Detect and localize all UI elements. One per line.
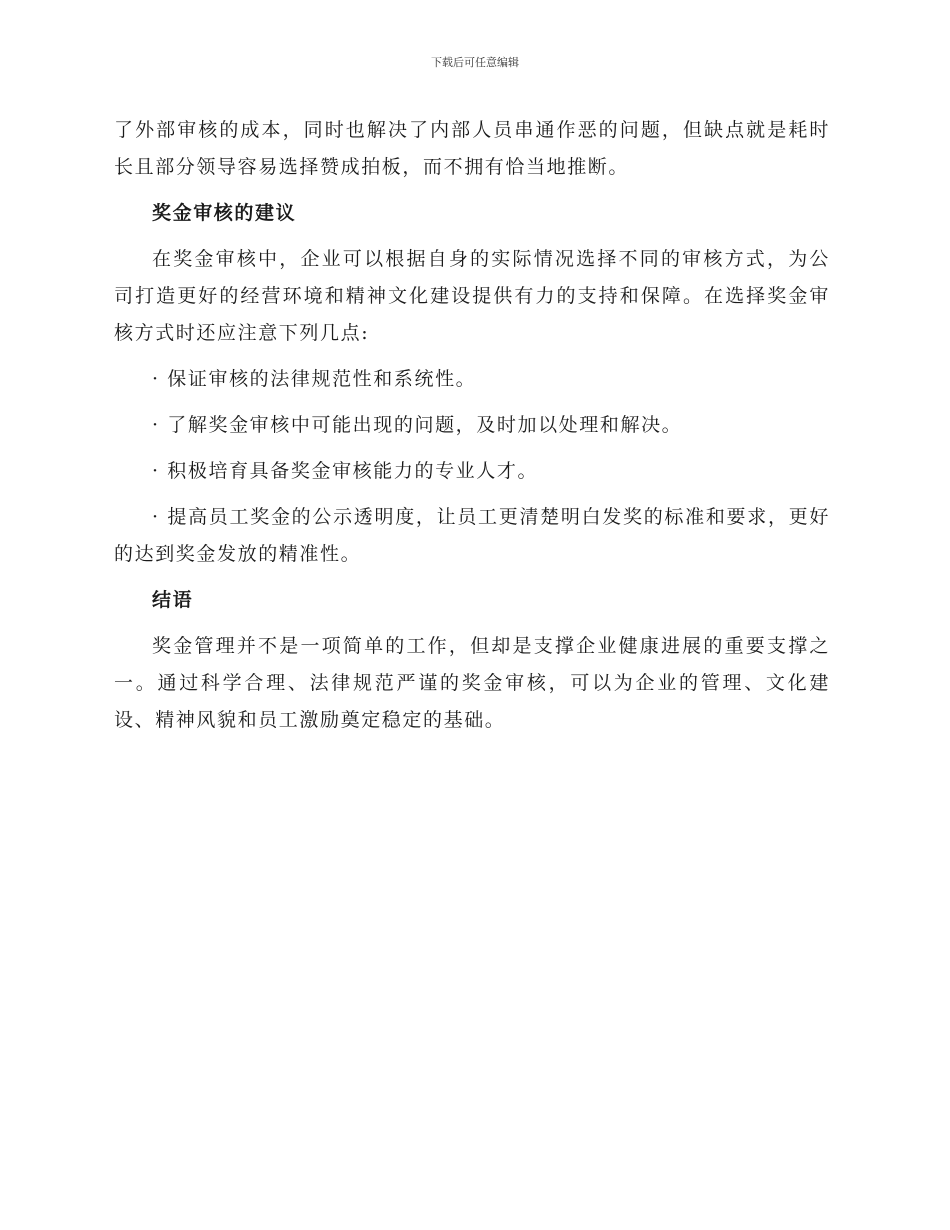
document-body: [114, 112, 830, 748]
bullet-item: · 保证审核的法律规范性和系统性。: [152, 368, 477, 390]
bullet-item: · 积极培育具备奖金审核能力的专业人才。: [152, 460, 539, 482]
bullet-item-with-wrap: · 提高员工奖金的公示透明度，让员工更清楚明白发奖的标准和要求，更好的达到奖金发放的精准性。: [114, 506, 830, 565]
section-heading-conclusion: 结语: [152, 589, 194, 611]
section-paragraph-conclusion: 奖金管理并不是一项简单的工作，但却是支撑企业健康进展的重要支撑之一。通过科学合理、法律规范严谨的奖金审核，可以为企业的管理、文化建设、精神风貌和员工激励奠定稳定的基础。: [114, 635, 830, 731]
bullet-item: · 了解奖金审核中可能出现的问题，及时加以处理和解决。: [152, 414, 683, 436]
intro-paragraph: 了外部审核的成本，同时也解决了内部人员串通作恶的问题，但缺点就是耗时长且部分领导容易选择赞成拍板，而不拥有恰当地推断。: [114, 119, 830, 178]
page-header: 下载后可任意编辑: [431, 56, 519, 69]
section-heading-suggestions: 奖金审核的建议: [152, 202, 297, 224]
section-paragraph-suggestions: 在奖金审核中，企业可以根据自身的实际情况选择不同的审核方式，为公司打造更好的经营环境和精神文化建设提供有力的支持和保障。在选择奖金审核方式时还应注意下列几点:: [114, 248, 830, 344]
